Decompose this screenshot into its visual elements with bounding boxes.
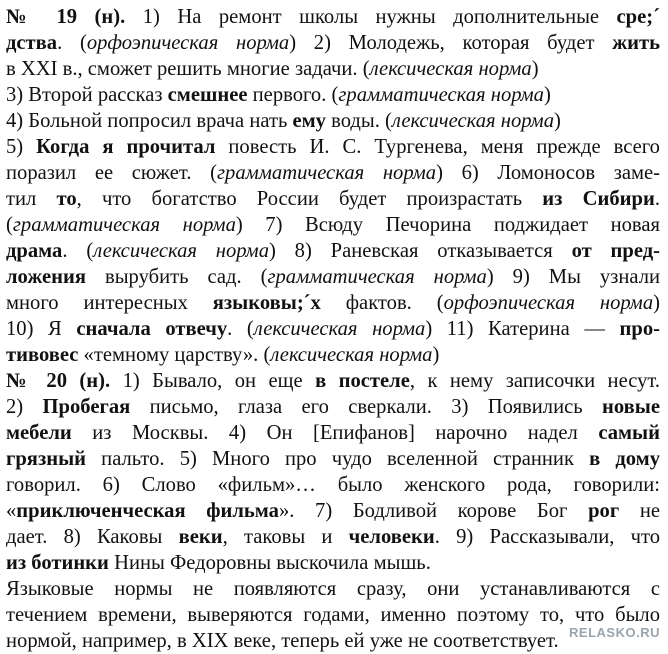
text-fragment: ) 7) Всюду Печорина поджидает новая: [235, 214, 660, 236]
text-fragment: ) 6) Ломоносов заме-: [436, 162, 660, 184]
bold-fragment: тивовес: [6, 344, 79, 366]
bold-fragment: от пред-: [571, 240, 660, 262]
italic-fragment: лексическая норма: [93, 240, 269, 262]
text-fragment: говорил. 6) Слово «фильм»… было женского рода, говорили:: [6, 474, 660, 496]
text-fragment: 5): [6, 136, 37, 158]
bold-fragment: человеки: [348, 526, 435, 548]
bold-fragment: про-: [619, 318, 660, 340]
text-line: [6, 472, 660, 498]
text-fragment: ): [543, 84, 551, 106]
italic-fragment: грамматическая норма: [12, 214, 236, 236]
italic-fragment: грамматическая норма: [338, 84, 544, 106]
text-fragment: . (: [62, 240, 94, 262]
text-fragment: тил: [6, 188, 57, 210]
text-fragment: ): [531, 58, 539, 80]
text-fragment: в XXI в., сможет решить многие задачи. (: [6, 58, 370, 80]
italic-fragment: лексическая норма: [391, 110, 554, 132]
text-fragment: ) 8) Раневская отказывается: [269, 240, 572, 262]
text-fragment: .: [654, 188, 660, 210]
text-line: [6, 4, 660, 30]
italic-fragment: орфоэпическая норма: [443, 292, 654, 314]
bold-fragment: ложения: [6, 266, 87, 288]
text-fragment: нормой, например, в XIX веке, теперь ей уже не соответствует.: [6, 630, 559, 652]
text-fragment: 10) Я: [6, 318, 77, 340]
bold-fragment: веки: [178, 526, 223, 548]
text-fragment: «темному царству». (: [78, 344, 271, 366]
text-fragment: , к нему записочки несут.: [409, 370, 660, 392]
text-line: [6, 368, 660, 394]
text-fragment: . 9) Рассказывали, что: [434, 526, 660, 548]
text-line: [6, 290, 660, 316]
text-line: [6, 108, 660, 134]
text-line: [6, 628, 660, 654]
text-fragment: ): [653, 292, 660, 314]
text-fragment: Нины Федоровны выскочила мышь.: [108, 552, 431, 574]
text-fragment: «: [6, 500, 17, 522]
text-line: [6, 316, 660, 342]
text-fragment: письмо, глаза его сверкали. 3) Появились: [130, 396, 602, 418]
text-fragment: дает. 8) Каковы: [6, 526, 179, 548]
italic-fragment: орфоэпическая норма: [86, 32, 290, 54]
bold-fragment: сначала отвечу: [76, 318, 228, 340]
text-line: [6, 212, 660, 238]
text-line: [6, 186, 660, 212]
italic-fragment: лексическая норма: [369, 58, 532, 80]
text-fragment: ) 11) Катерина —: [425, 318, 620, 340]
text-fragment: воды. (: [325, 110, 392, 132]
text-fragment: вырубить сад. (: [86, 266, 268, 288]
italic-fragment: грамматическая норма: [216, 162, 437, 184]
bold-fragment: новые: [602, 396, 660, 418]
bold-fragment: из Сибири: [542, 188, 655, 210]
text-line: [6, 30, 660, 56]
text-fragment: поразил ее сюжет. (: [6, 162, 217, 184]
text-fragment: 4) Больной попросил врача нать: [6, 110, 293, 132]
bold-fragment: самый: [598, 422, 660, 444]
text-fragment: много интересных: [6, 292, 213, 314]
text-line: [6, 498, 660, 524]
bold-fragment: в дому: [589, 448, 660, 470]
text-line: [6, 82, 660, 108]
text-fragment: (: [6, 214, 13, 236]
bold-fragment: драма: [6, 240, 63, 262]
bold-fragment: № 19 (н).: [6, 6, 126, 28]
bold-fragment: языковы;´х: [212, 292, 321, 314]
italic-fragment: лексическая норма: [253, 318, 426, 340]
text-fragment: 2): [6, 396, 43, 418]
text-fragment: повесть И. С. Тургенева, меня прежде всего: [215, 136, 660, 158]
bold-fragment: приключенческая фильма: [16, 500, 279, 522]
bold-fragment: смешнее: [167, 84, 248, 106]
text-line: [6, 238, 660, 264]
text-fragment: , таковы и: [222, 526, 349, 548]
text-fragment: ». 7) Бодливой корове Бог: [278, 500, 589, 522]
bold-fragment: грязный: [6, 448, 87, 470]
text-line: [6, 524, 660, 550]
bold-fragment: то: [56, 188, 77, 210]
bold-fragment: в постеле: [315, 370, 410, 392]
text-line: [6, 602, 660, 628]
text-fragment: 1) На ремонт школы нужны дополнительные: [125, 6, 617, 28]
text-fragment: 1) Бывало, он еще: [110, 370, 316, 392]
text-fragment: первого. (: [247, 84, 339, 106]
bold-fragment: рог: [588, 500, 620, 522]
text-line: [6, 264, 660, 290]
bold-fragment: мебели: [6, 422, 72, 444]
text-fragment: фактов. (: [320, 292, 444, 314]
text-fragment: . (: [57, 32, 87, 54]
text-fragment: Языковые нормы не появляются сразу, они устанавливаются с: [6, 578, 660, 600]
text-fragment: не: [619, 500, 660, 522]
text-line: [6, 446, 660, 472]
text-fragment: пальто. 5) Много про чудо вселенной странник: [86, 448, 590, 470]
text-fragment: . (: [227, 318, 254, 340]
bold-fragment: сре;´: [616, 6, 660, 28]
text-line: [6, 394, 660, 420]
text-line: [6, 56, 660, 82]
text-fragment: ): [432, 344, 440, 366]
italic-fragment: грамматическая норма: [267, 266, 487, 288]
text-fragment: из Москвы. 4) Он [Епифанов] нарочно надел: [71, 422, 599, 444]
bold-fragment: Когда я прочитал: [36, 136, 216, 158]
italic-fragment: лексическая норма: [270, 344, 433, 366]
bold-fragment: № 20 (н).: [6, 370, 111, 392]
text-fragment: 3) Второй рассказ: [6, 84, 168, 106]
text-line: [6, 576, 660, 602]
bold-fragment: Пробегая: [42, 396, 131, 418]
bold-fragment: жить: [612, 32, 660, 54]
bold-fragment: ему: [292, 110, 326, 132]
bold-fragment: из ботинки: [6, 552, 109, 574]
bold-fragment: дства: [6, 32, 58, 54]
site-watermark: RELASKO.RU: [569, 625, 660, 640]
text-fragment: ) 2) Молодежь, которая будет: [289, 32, 613, 54]
text-fragment: течением времени, выверяются годами, именно поэтому то, что было: [6, 604, 660, 626]
text-fragment: ): [554, 110, 561, 132]
text-line: [6, 342, 660, 368]
text-line: [6, 160, 660, 186]
text-line: [6, 550, 660, 576]
text-fragment: , что богатство России будет произрастать: [76, 188, 543, 210]
text-fragment: ) 9) Мы узнали: [486, 266, 660, 288]
text-line: [6, 134, 660, 160]
text-line: [6, 420, 660, 446]
